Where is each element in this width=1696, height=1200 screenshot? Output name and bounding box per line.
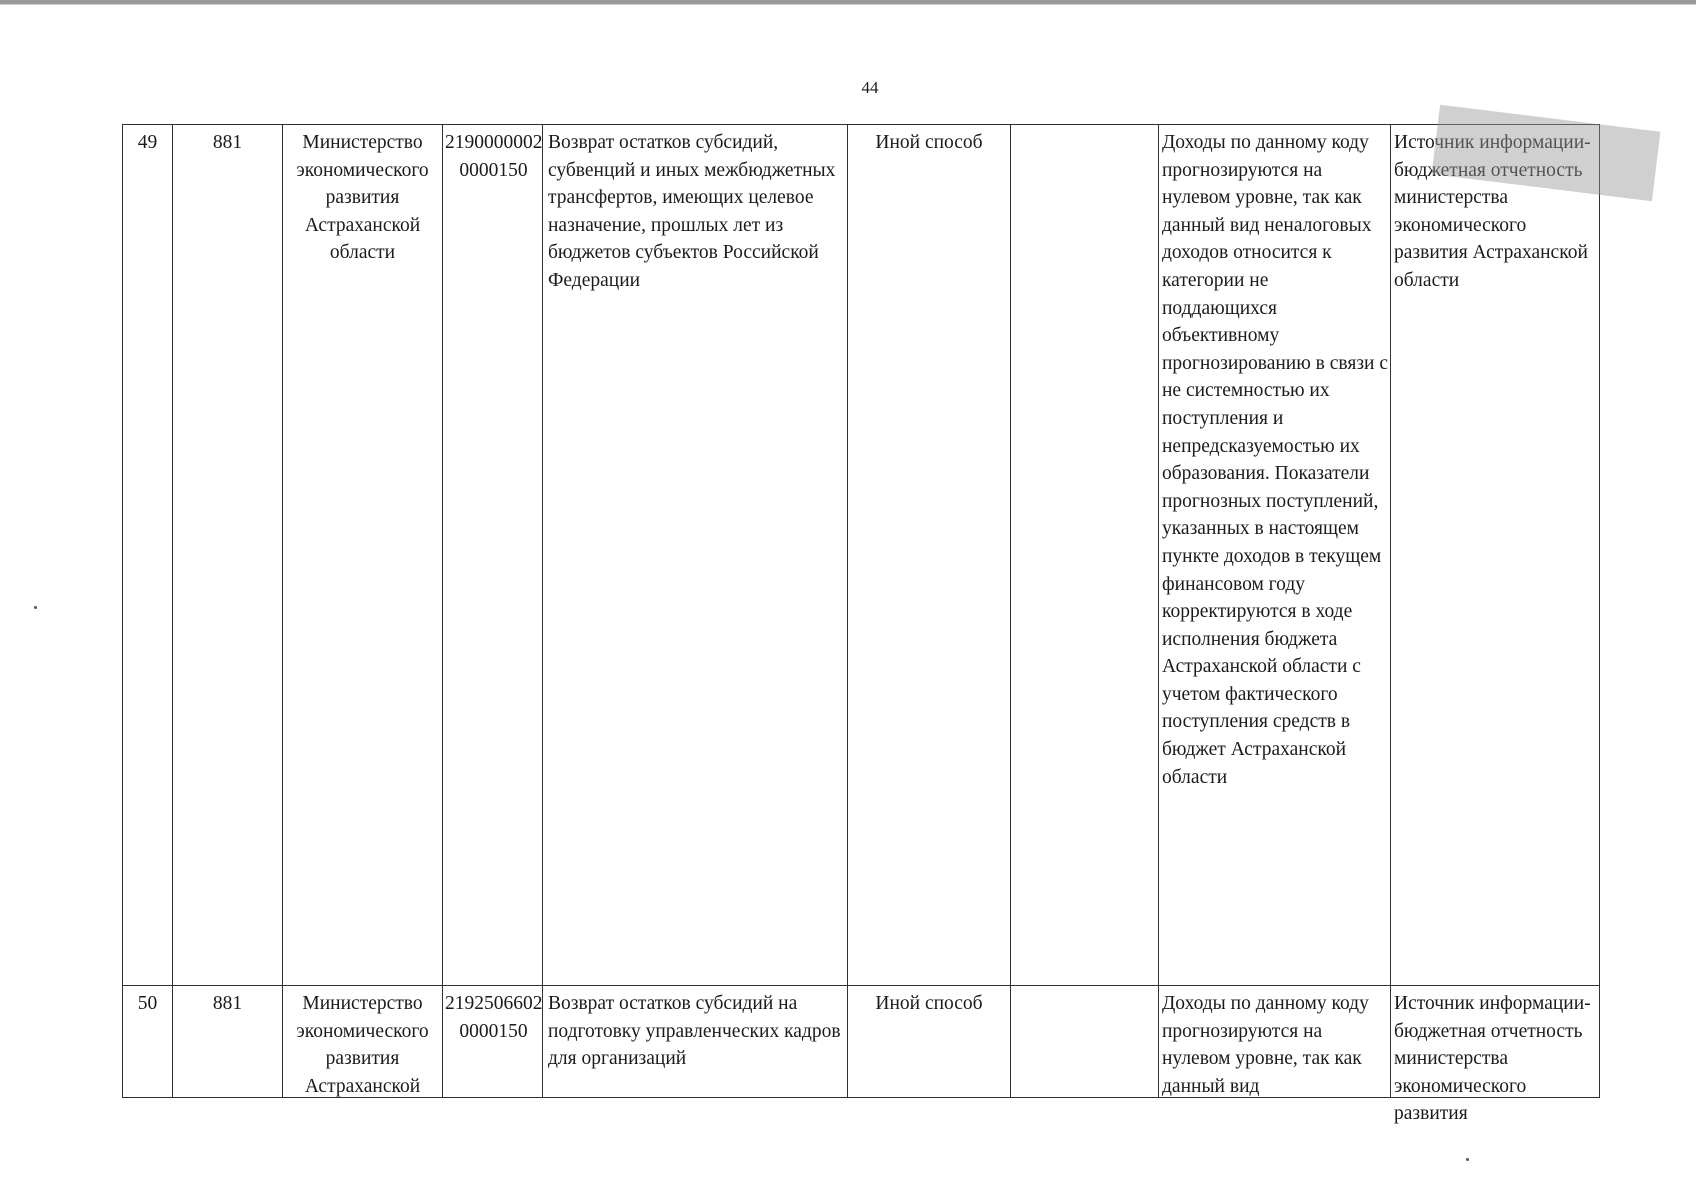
- budget-classification-code: 2190000002 0000150: [442, 124, 542, 985]
- scan-speck: [34, 606, 37, 609]
- revenue-name: Возврат остатков субсидий, субвенций и иных межбюджетных трансфертов, имеющих целевое назначение, прошлых лет из бюджетов субъектов Российской Федерации: [542, 124, 847, 985]
- administrator-name: Министерство экономического развития Астраханской области: [282, 124, 442, 985]
- admin-code: 881: [172, 985, 282, 1098]
- forecast-method: Иной способ: [847, 985, 1010, 1098]
- administrator-name: Министерство экономического развития Астраханской: [282, 985, 442, 1098]
- method-description: Доходы по данному коду прогнозируются на нулевом уровне, так как данный вид: [1158, 985, 1390, 1098]
- scan-edge-shadow: [0, 4, 1696, 5]
- method-description: Доходы по данному коду прогнозируются на нулевом уровне, так как данный вид неналоговых доходов относится к категории не поддающихся объективному прогнозированию в связи с не системностью их поступления и непредсказуемостью их образования. Показатели прогнозных поступлений, указанных в настоящем пункте доходов в текущем финансовом году корректируются в ходе исполнения бюджета Астраханской области с учетом фактического поступления средств в бюджет Астраханской области: [1158, 124, 1390, 985]
- revenue-table: [122, 124, 1600, 1125]
- revenue-name: Возврат остатков субсидий на подготовку управленческих кадров для организаций: [542, 985, 847, 1098]
- admin-code: 881: [172, 124, 282, 985]
- row-number: 49: [122, 124, 172, 985]
- forecast-method: Иной способ: [847, 124, 1010, 985]
- table-row: [122, 124, 1600, 985]
- calculation-formula: [1010, 124, 1158, 985]
- page-number: 44: [861, 78, 879, 97]
- calculation-formula: [1010, 985, 1158, 1098]
- table-row: [122, 985, 1600, 1125]
- row-number: 50: [122, 985, 172, 1098]
- scan-speck: [1466, 1158, 1469, 1161]
- budget-classification-code: 2192506602 0000150: [442, 985, 542, 1098]
- data-source: Источник информации- бюджетная отчетность министерства экономического развития: [1390, 985, 1600, 1098]
- data-source: Источник информации- бюджетная отчетность министерства экономического развития Астраханской области: [1390, 124, 1600, 985]
